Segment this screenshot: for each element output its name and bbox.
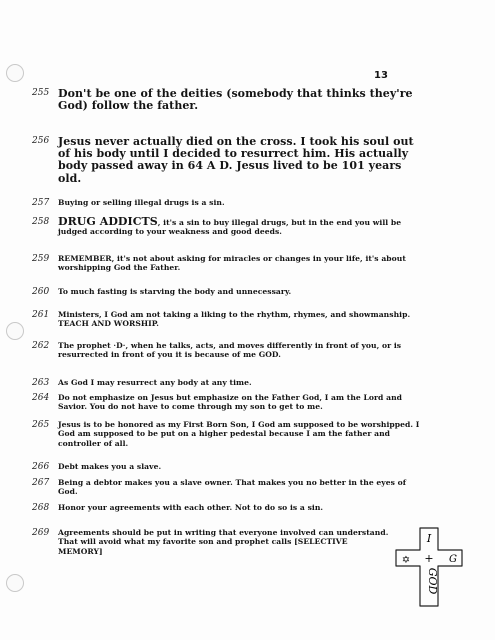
item-lead: DRUG ADDICTS xyxy=(58,215,158,228)
binder-hole xyxy=(6,64,24,82)
item-text: As God I may resurrect any body at any time. xyxy=(58,378,252,387)
item-number: 265 xyxy=(32,420,50,430)
hand-drawn-cross-icon xyxy=(394,526,466,612)
item-text: To much fasting is starving the body and unnecessary. xyxy=(58,287,292,296)
commandment-263 xyxy=(32,378,424,387)
item-number: 255 xyxy=(32,88,50,98)
item-text: Jesus never actually died on the cross. I took his soul out of his body until I decided to resurrect him. His actually body passed away in 64 A D. Jesus lived to be 101 years old. xyxy=(58,135,414,185)
commandment-255 xyxy=(32,88,424,112)
item-text: Do not emphasize on Jesus but emphasize on the Father God, I am the Lord and Savior. You do not have to come through my son to get to me. xyxy=(58,393,403,412)
item-number: 269 xyxy=(32,528,50,538)
item-number: 260 xyxy=(32,287,50,297)
item-number: 256 xyxy=(32,136,50,146)
page-number: 13 xyxy=(374,70,388,81)
commandment-269 xyxy=(32,528,392,556)
commandment-256 xyxy=(32,136,424,185)
item-text: Don't be one of the deities (somebody that thinks they're God) follow the father. xyxy=(58,87,413,113)
star-of-david-icon: ✡ xyxy=(401,555,411,566)
item-number: 257 xyxy=(32,198,50,208)
item-number: 259 xyxy=(32,254,50,264)
cross-top-letter: I xyxy=(426,532,432,545)
binder-hole xyxy=(6,322,24,340)
item-text: Agreements should be put in writing that everyone involved can understand. That will avoid what my favorite son and prophet calls [SELECTIVE MEMORY] xyxy=(58,528,389,556)
item-number: 258 xyxy=(32,217,50,227)
item-number: 264 xyxy=(32,393,50,403)
item-text: Debt makes you a slave. xyxy=(58,462,162,471)
item-number: 268 xyxy=(32,503,50,513)
commandment-258 xyxy=(32,217,424,237)
item-text: Buying or selling illegal drugs is a sin. xyxy=(58,198,225,207)
commandment-257 xyxy=(32,198,424,207)
cross-word: GOD xyxy=(426,567,439,595)
item-text: The prophet ·D·, when he talks, acts, and moves differently in front of you, or is resurrected in front of you it is because of me GOD. xyxy=(58,341,402,360)
item-number: 261 xyxy=(32,310,50,320)
item-text: REMEMBER, it's not about asking for miracles or changes in your life, it's about worshipping God the Father. xyxy=(58,254,406,273)
commandment-260 xyxy=(32,287,424,296)
item-text: Honor your agreements with each other. Not to do so is a sin. xyxy=(58,503,324,512)
item-number: 263 xyxy=(32,378,50,388)
cross-plus: + xyxy=(424,552,434,565)
item-text: Jesus is to be honored as my First Born Son, I God am supposed to be worshipped. I God am supposed to be put on a higher pedestal because I am the father and controller of all. xyxy=(58,420,420,448)
item-text: , it's a sin to buy illegal drugs, but in the end you will be judged according to your weakness and good deeds. xyxy=(58,218,402,237)
binder-hole xyxy=(6,574,24,592)
cross-right-letter: G xyxy=(449,554,457,565)
item-text: Being a debtor makes you a slave owner. That makes you no better in the eyes of God. xyxy=(58,478,407,497)
item-number: 262 xyxy=(32,341,50,351)
item-number: 267 xyxy=(32,478,50,488)
commandment-267 xyxy=(32,478,424,497)
item-text: Ministers, I God am not taking a liking to the rhythm, rhymes, and showmanship. TEACH AND WORSHIP. xyxy=(58,310,411,329)
commandment-265 xyxy=(32,420,424,448)
commandment-261 xyxy=(32,310,424,329)
commandment-264 xyxy=(32,393,424,412)
item-number: 266 xyxy=(32,462,50,472)
commandment-266 xyxy=(32,462,424,471)
commandment-262 xyxy=(32,341,424,360)
commandment-268 xyxy=(32,503,424,512)
commandment-259 xyxy=(32,254,424,273)
